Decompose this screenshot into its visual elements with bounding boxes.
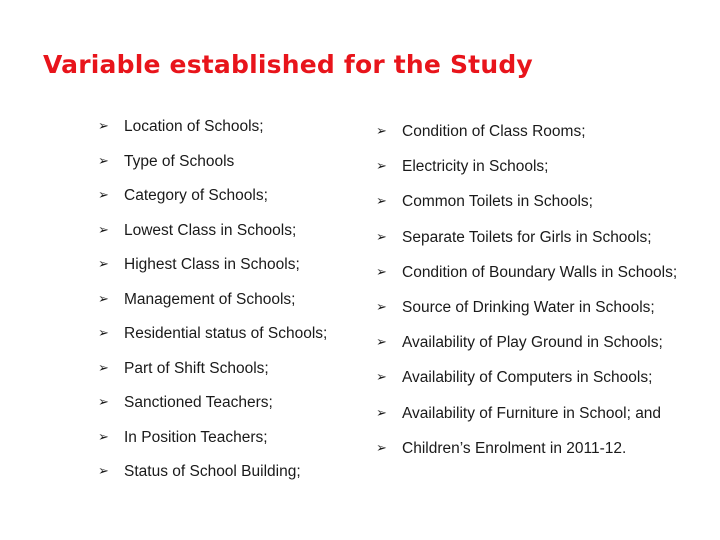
list-item-text: Condition of Class Rooms; <box>402 123 586 140</box>
list-item-text: Lowest Class in Schools; <box>124 221 297 239</box>
list-item <box>98 288 327 323</box>
list-item <box>376 261 677 296</box>
arrow-bullet-icon: ➢ <box>98 429 109 445</box>
list-item <box>98 253 327 288</box>
arrow-bullet-icon: ➢ <box>376 229 387 245</box>
list-item <box>376 190 677 225</box>
list-item <box>98 426 327 461</box>
list-item-text: Type of Schools <box>124 152 235 170</box>
list-item-text: Sanctioned Teachers; <box>124 394 273 411</box>
list-item-text: Category of Schools; <box>124 187 268 204</box>
list-item <box>376 226 677 261</box>
list-item-text: Availability of Computers in Schools; <box>402 369 653 387</box>
arrow-bullet-icon: ➢ <box>376 370 387 386</box>
list-item-text: Residential status of Schools; <box>124 325 328 342</box>
variables-list-left <box>98 115 327 495</box>
arrow-bullet-icon: ➢ <box>98 360 109 376</box>
arrow-bullet-icon: ➢ <box>98 326 109 341</box>
list-item <box>98 219 327 254</box>
list-item-text: Availability of Furniture in School; and <box>402 404 662 422</box>
arrow-bullet-icon: ➢ <box>98 257 109 272</box>
list-item-text: Location of Schools; <box>124 118 264 135</box>
list-item <box>98 460 327 495</box>
list-item-text: Electricity in Schools; <box>402 158 549 176</box>
list-item <box>98 150 327 185</box>
list-item <box>98 391 327 426</box>
arrow-bullet-icon: ➢ <box>376 335 387 351</box>
arrow-bullet-icon: ➢ <box>98 464 109 479</box>
arrow-bullet-icon: ➢ <box>376 440 387 456</box>
list-item-text: Separate Toilets for Girls in Schools; <box>402 228 652 246</box>
list-item <box>376 120 677 155</box>
arrow-bullet-icon: ➢ <box>376 405 387 421</box>
list-item <box>376 366 677 401</box>
list-item <box>376 296 677 331</box>
arrow-bullet-icon: ➢ <box>376 194 387 210</box>
list-item <box>376 155 677 190</box>
list-item-text: Availability of Play Ground in Schools; <box>402 334 663 352</box>
list-item <box>98 322 327 357</box>
arrow-bullet-icon: ➢ <box>98 291 109 307</box>
arrow-bullet-icon: ➢ <box>376 299 387 315</box>
arrow-bullet-icon: ➢ <box>376 264 387 280</box>
list-item-text: In Position Teachers; <box>124 428 268 446</box>
arrow-bullet-icon: ➢ <box>98 395 109 410</box>
list-item <box>376 331 677 366</box>
arrow-bullet-icon: ➢ <box>98 153 109 169</box>
list-item <box>98 357 327 392</box>
slide-title: Variable established for the Study <box>43 50 533 79</box>
arrow-bullet-icon: ➢ <box>98 222 109 238</box>
list-item <box>376 437 677 472</box>
list-item-text: Condition of Boundary Walls in Schools; <box>402 263 678 281</box>
arrow-bullet-icon: ➢ <box>98 188 109 203</box>
list-item-text: Part of Shift Schools; <box>124 359 269 377</box>
variables-list-right <box>376 120 677 472</box>
list-item-text: Children’s Enrolment in 2011-12. <box>402 439 627 457</box>
arrow-bullet-icon: ➢ <box>376 159 387 175</box>
list-item-text: Highest Class in Schools; <box>124 256 300 273</box>
list-item <box>376 402 677 437</box>
list-item-text: Management of Schools; <box>124 290 296 308</box>
arrow-bullet-icon: ➢ <box>98 119 109 134</box>
list-item-text: Status of School Building; <box>124 463 301 480</box>
list-item <box>98 184 327 219</box>
list-item-text: Source of Drinking Water in Schools; <box>402 298 655 316</box>
list-item <box>98 115 327 150</box>
arrow-bullet-icon: ➢ <box>376 124 387 139</box>
list-item-text: Common Toilets in Schools; <box>402 193 593 211</box>
